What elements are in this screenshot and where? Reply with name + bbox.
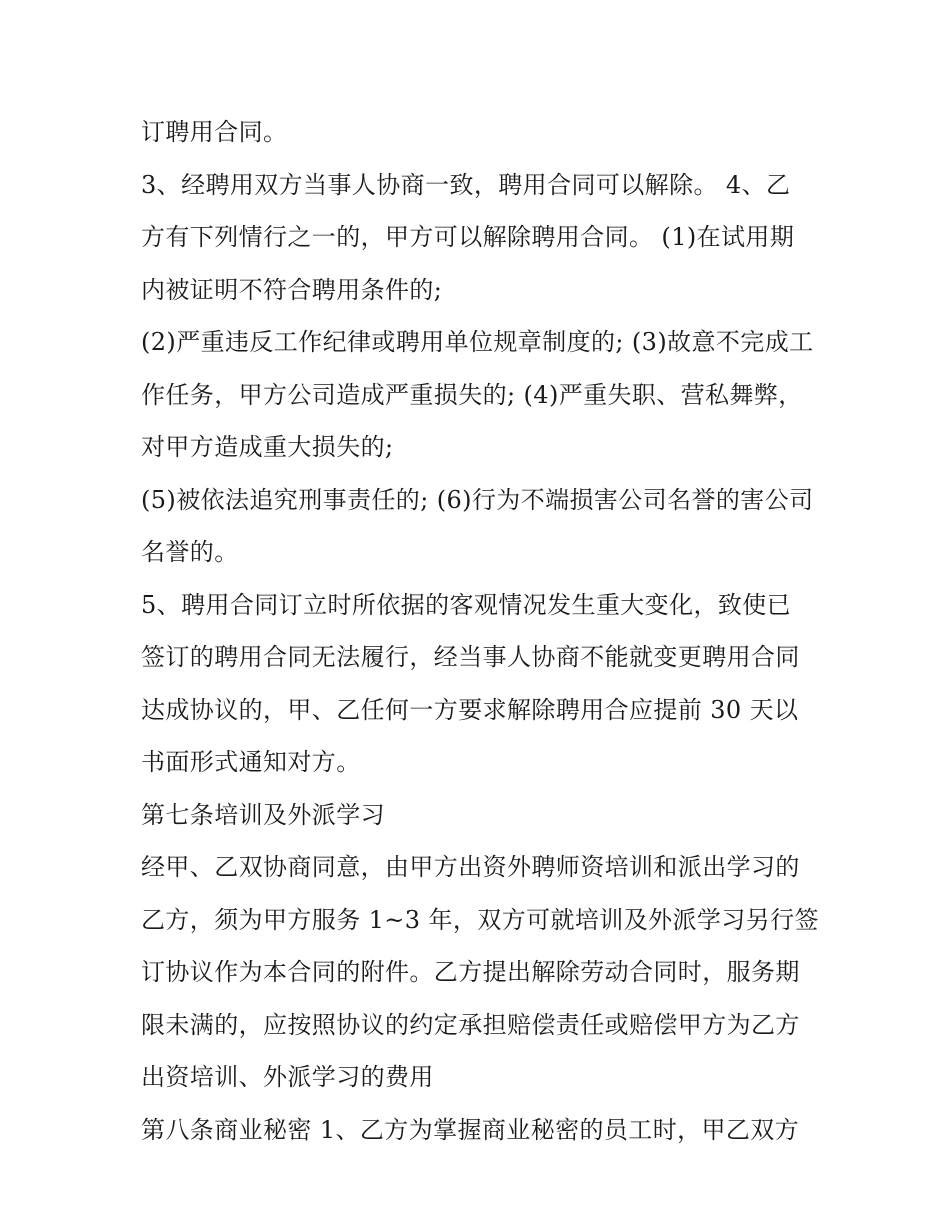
text-line: 对甲方造成重大损失的;	[141, 433, 394, 461]
text-line: 内被证明不符合聘用条件的;	[141, 275, 443, 304]
text-line: 5、聘用合同订立时所依据的客观情况发生重大变化，致使已	[141, 590, 792, 619]
text-line: (2)严重违反工作纪律或聘用单位规章制度的; (3)故意不完成工	[141, 328, 814, 356]
text-line: 方有下列情行之一的，甲方可以解除聘用合同。 (1)在试用期	[141, 223, 795, 251]
text-line: 书面形式通知对方。	[141, 748, 361, 776]
text-line: (5)被依法追究刑事责任的; (6)行为不端损害公司名誉的害公司	[141, 485, 814, 514]
text-line: 订协议作为本合同的附件。乙方提出解除劳动合同时，服务期	[141, 958, 800, 986]
text-line: 签订的聘用合同无法履行，经当事人协商不能就变更聘用合同	[141, 643, 800, 671]
text-line: 3、经聘用双方当事人协商一致，聘用合同可以解除。 4、乙	[141, 170, 791, 199]
text-line: 名誉的。	[141, 538, 239, 566]
section-heading: 第八条商业秘密 1、乙方为掌握商业秘密的员工时，甲乙双方	[141, 1115, 800, 1144]
text-line: 乙方，须为甲方服务 1~3 年，双方可就培训及外派学习另行签	[141, 905, 819, 934]
text-line: 限未满的，应按照协议的约定承担赔偿责任或赔偿甲方为乙方	[141, 1010, 800, 1039]
document-body	[141, 106, 821, 1156]
text-line: 达成协议的，甲、乙任何一方要求解除聘用合应提前 30 天以	[141, 695, 799, 724]
text-line: 出资培训、外派学习的费用	[141, 1063, 434, 1091]
text-line: 作任务，甲方公司造成严重损失的; (4)严重失职、营私舞弊，	[141, 380, 803, 409]
text-line: 经甲、乙双协商同意，由甲方出资外聘师资培训和派出学习的	[141, 853, 800, 881]
section-heading: 第七条培训及外派学习	[141, 800, 385, 829]
text-line: 订聘用合同。	[141, 118, 288, 146]
